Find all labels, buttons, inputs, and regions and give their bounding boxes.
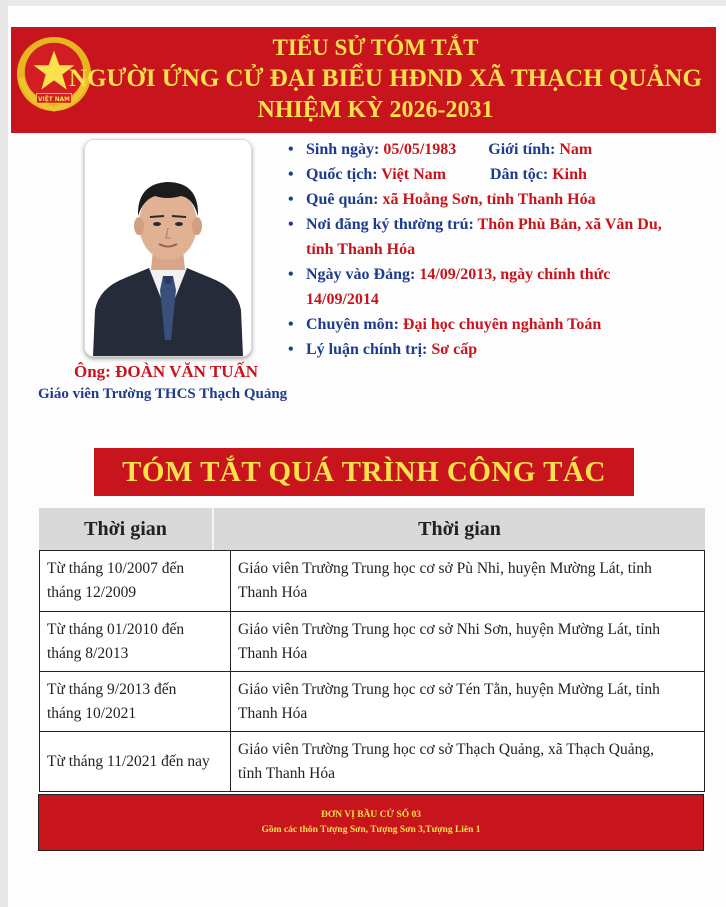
- dob-value: 05/05/1983: [383, 141, 457, 158]
- dob-label: Sinh ngày:: [306, 141, 380, 158]
- info-row-party-cont: [288, 287, 718, 312]
- table-row: [40, 611, 704, 671]
- work-text: Thanh Hóa: [238, 644, 308, 662]
- electoral-unit-title: ĐƠN VỊ BẦU CỬ SỐ 03: [320, 810, 422, 820]
- work-cell: [231, 551, 704, 611]
- table-row: [40, 671, 704, 731]
- ethnicity-label: Dân tộc:: [489, 166, 549, 183]
- portrait-image: [85, 140, 251, 356]
- work-text: Giáo viên Trường Trung học cơ sở Nhi Sơn, huyện Mường Lát, tỉnh: [238, 620, 661, 638]
- period-cell: [40, 551, 231, 611]
- work-text: tỉnh Thanh Hóa: [238, 764, 336, 782]
- info-row-hometown: [288, 187, 718, 212]
- party-value-cont: 14/09/2014: [306, 291, 379, 308]
- gender-label: Giới tính:: [488, 141, 556, 158]
- title-line-3: NHIỆM KỲ 2026-2031: [257, 97, 494, 123]
- work-text: Giáo viên Trường Trung học cơ sở Tén Tằn, huyện Mường Lát, tỉnh: [238, 680, 660, 698]
- residence-label: Nơi đăng ký thường trú:: [306, 216, 474, 233]
- work-text: Thanh Hóa: [238, 704, 308, 722]
- nationality-value: Việt Nam: [381, 166, 446, 183]
- work-cell: [231, 612, 704, 671]
- info-row-party: [288, 262, 718, 287]
- party-value: 14/09/2013, ngày chính thức: [419, 266, 611, 283]
- electoral-unit-footer: [38, 794, 704, 851]
- hometown-value: xã Hoằng Sơn, tỉnh Thanh Hóa: [382, 191, 596, 208]
- bullet-icon: •: [288, 316, 294, 333]
- period-text: Từ tháng 9/2013 đến: [47, 680, 177, 698]
- table-body: [39, 550, 705, 792]
- work-text: Giáo viên Trường Trung học cơ sở Pù Nhi, huyện Mường Lát, tỉnh: [238, 560, 652, 577]
- politics-label: Lý luận chính trị:: [306, 341, 428, 358]
- work-cell: [231, 732, 704, 791]
- header-banner: [11, 27, 716, 133]
- section-title: TÓM TẮT QUÁ TRÌNH CÔNG TÁC: [94, 448, 634, 496]
- period-text: tháng 12/2009: [47, 584, 137, 601]
- table-header: [39, 508, 705, 550]
- bullet-icon: •: [288, 141, 294, 158]
- bullet-icon: •: [288, 341, 294, 358]
- nationality-label: Quốc tịch:: [306, 166, 378, 183]
- column-header-period: Thời gian: [84, 518, 167, 540]
- bullet-icon: •: [288, 166, 294, 183]
- candidate-name: Ông: ĐOÀN VĂN TUẤN: [74, 362, 259, 381]
- emblem-text: VIỆT NAM: [38, 96, 70, 103]
- electoral-unit-villages: Gồm các thôn Tượng Sơn, Tượng Sơn 3,Tượng Liên 1: [261, 825, 481, 835]
- period-text: Từ tháng 10/2007 đến: [47, 560, 185, 577]
- bullet-icon: •: [288, 216, 294, 233]
- work-text: Thanh Hóa: [238, 584, 308, 601]
- table-row: [40, 731, 704, 791]
- column-header-work: Thời gian: [418, 518, 501, 540]
- residence-value: Thôn Phù Bản, xã Vân Du,: [477, 216, 662, 233]
- table-row: [40, 551, 704, 611]
- residence-value-cont: tỉnh Thanh Hóa: [306, 241, 416, 258]
- party-label: Ngày vào Đảng:: [306, 266, 416, 283]
- personal-info-list: [288, 137, 718, 362]
- title-line-2: NGƯỜI ỨNG CỬ ĐẠI BIỂU HĐND XÃ THẠCH QUẢNG: [69, 65, 702, 92]
- period-text: Từ tháng 11/2021 đến nay: [47, 752, 210, 770]
- period-text: tháng 10/2021: [47, 704, 137, 722]
- left-edge: [0, 0, 8, 907]
- period-cell: [40, 672, 231, 731]
- work-text: Giáo viên Trường Trung học cơ sở Thạch Quảng, xã Thạch Quảng,: [238, 740, 655, 758]
- period-cell: [40, 612, 231, 671]
- period-cell: [40, 732, 231, 791]
- candidate-position: Giáo viên Trường THCS Thạch Quảng: [38, 386, 288, 402]
- info-row-major: [288, 312, 718, 337]
- info-row-dob: [288, 137, 718, 162]
- bullet-icon: •: [288, 266, 294, 283]
- period-text: Từ tháng 01/2010 đến: [47, 620, 185, 638]
- info-row-residence-cont: [288, 237, 718, 262]
- gender-value: Nam: [559, 141, 593, 158]
- info-row-nationality: [288, 162, 718, 187]
- top-edge: [0, 0, 726, 6]
- period-text: tháng 8/2013: [47, 644, 129, 662]
- major-value: Đại học chuyên nghành Toán: [402, 316, 602, 333]
- ethnicity-value: Kinh: [552, 166, 587, 183]
- politics-value: Sơ cấp: [431, 341, 478, 358]
- work-cell: [231, 672, 704, 731]
- title-line-1: TIỂU SỬ TÓM TẮT: [272, 35, 479, 60]
- bullet-icon: •: [288, 191, 294, 208]
- hometown-label: Quê quán:: [306, 191, 379, 208]
- info-row-politics: [288, 337, 718, 362]
- major-label: Chuyên môn:: [306, 316, 399, 333]
- candidate-photo: [84, 139, 252, 357]
- info-row-residence: [288, 212, 718, 237]
